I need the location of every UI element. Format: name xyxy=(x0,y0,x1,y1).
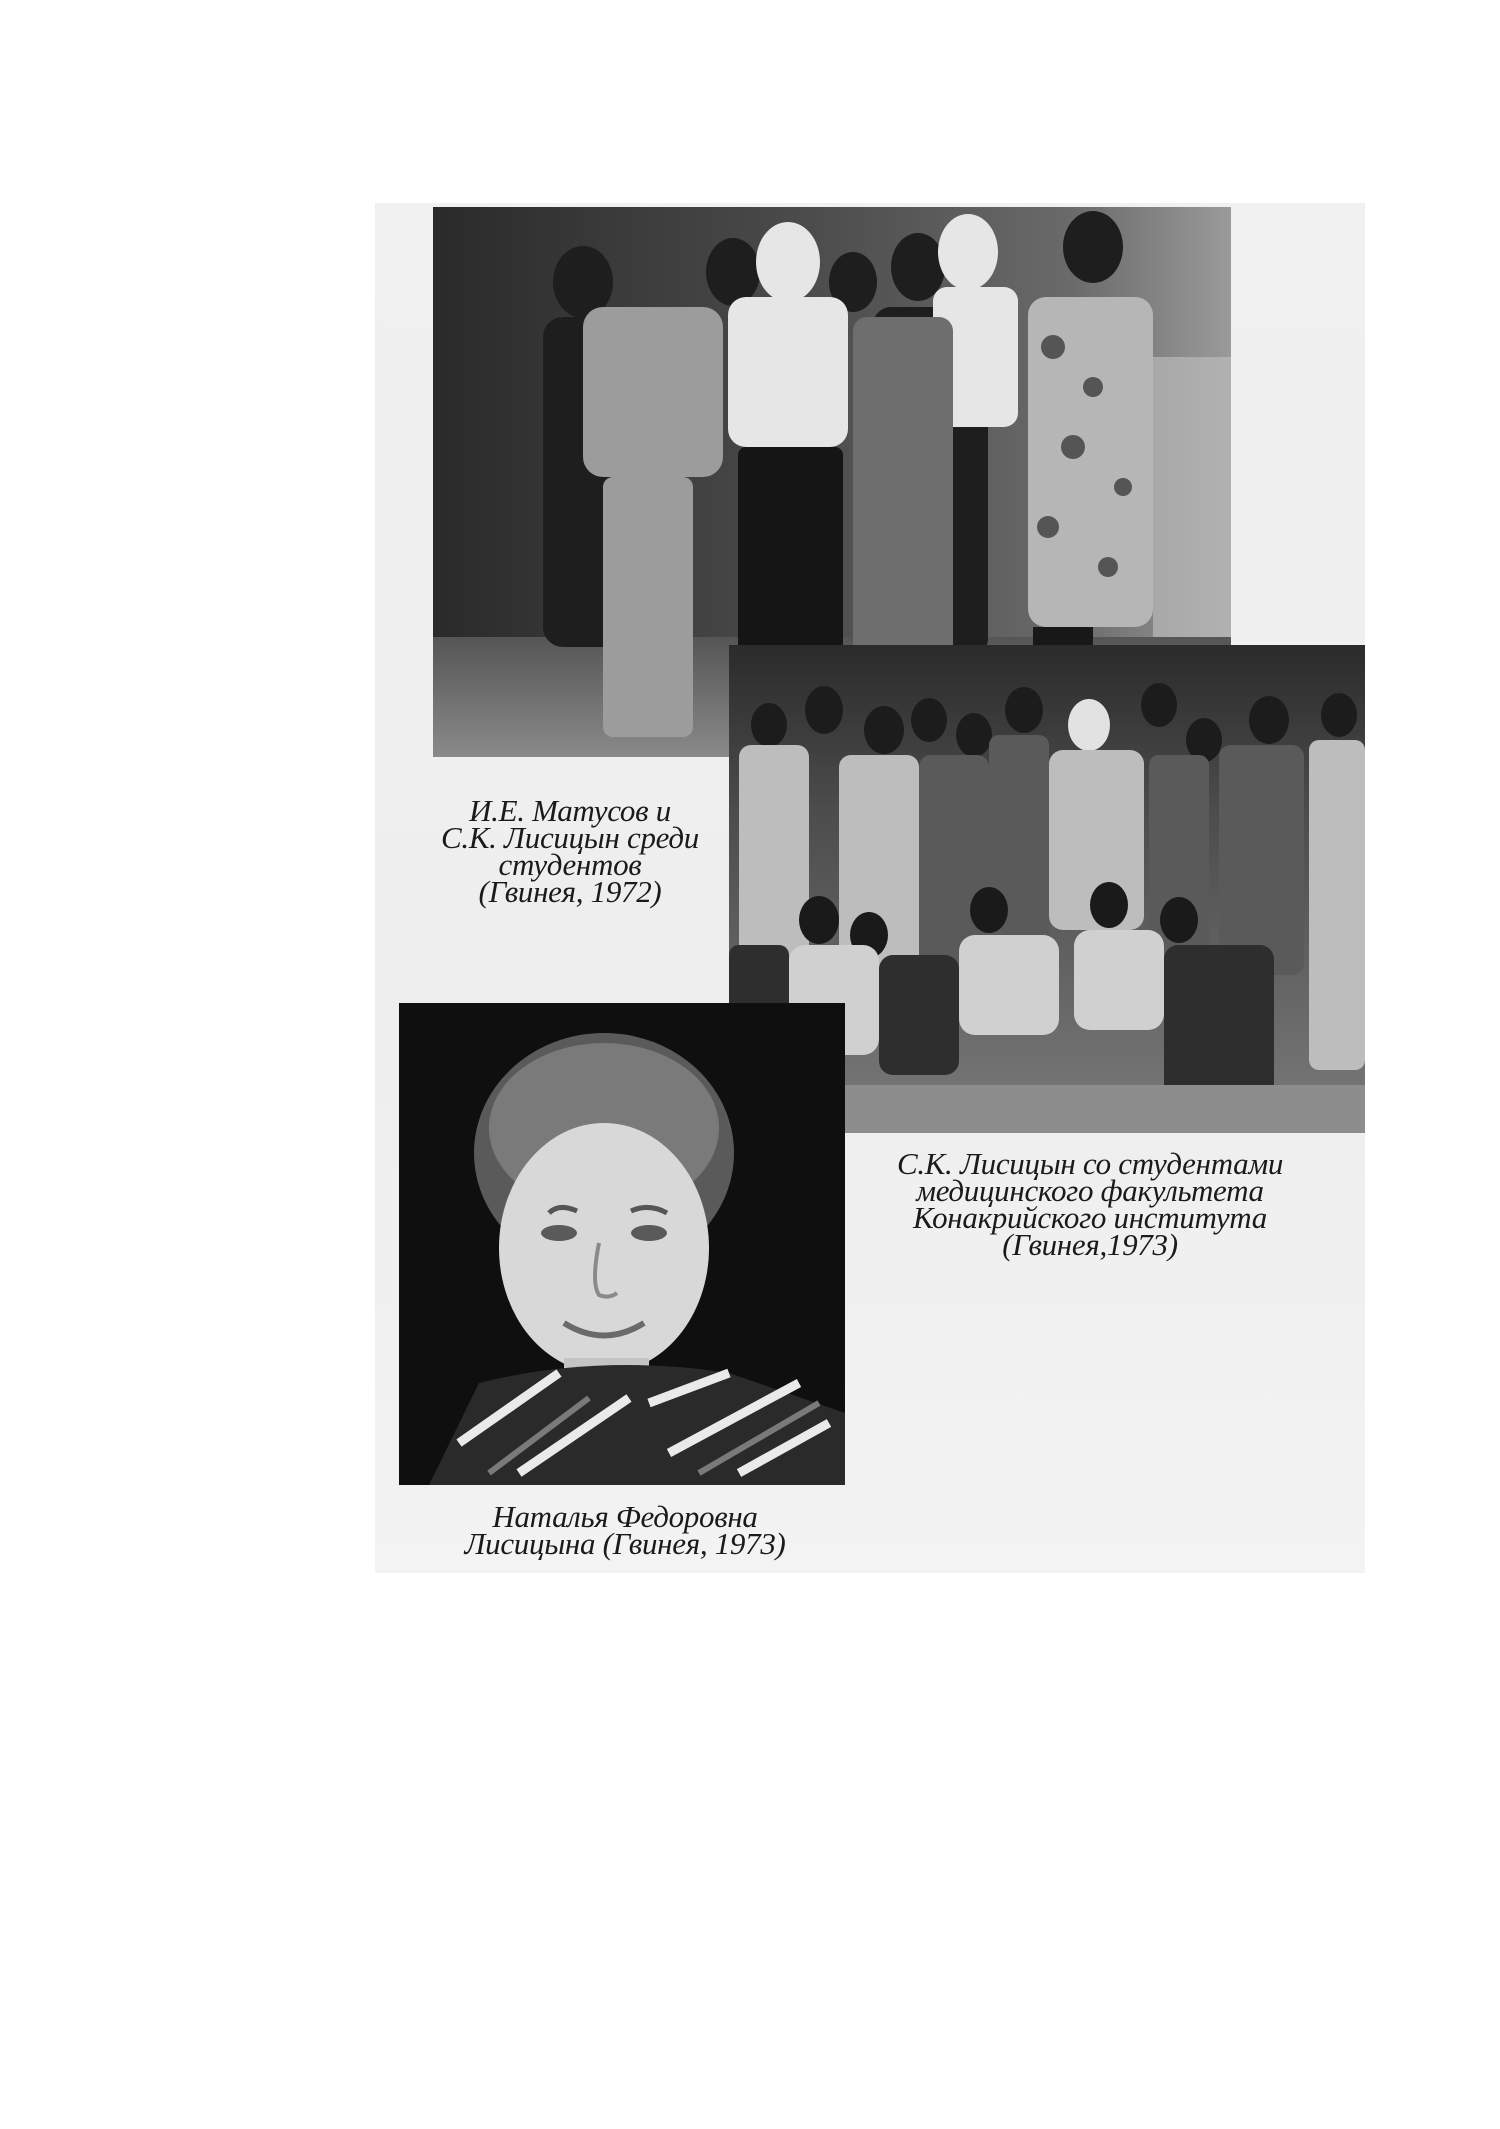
caption-line: С.К. Лисицын со студентами xyxy=(896,1146,1284,1181)
photo-portrait-1973 xyxy=(399,1003,845,1485)
caption-line: медицинского факультета xyxy=(916,1173,1264,1208)
caption-line: (Гвинея, 1972) xyxy=(478,874,662,909)
caption-line: И.Е. Матусов и xyxy=(469,793,671,828)
caption-line: (Гвинея,1973) xyxy=(1002,1227,1178,1262)
caption-photo-2 xyxy=(845,1146,1335,1262)
caption-line: Наталья Федоровна xyxy=(492,1499,758,1534)
caption-photo-1 xyxy=(405,793,735,909)
caption-line: студентов xyxy=(498,847,642,882)
caption-line: С.К. Лисицын среди xyxy=(441,820,699,855)
caption-line: Конакрийского института xyxy=(913,1200,1267,1235)
caption-line: Лисицына (Гвинея, 1973) xyxy=(464,1526,786,1561)
caption-photo-3 xyxy=(420,1499,830,1561)
